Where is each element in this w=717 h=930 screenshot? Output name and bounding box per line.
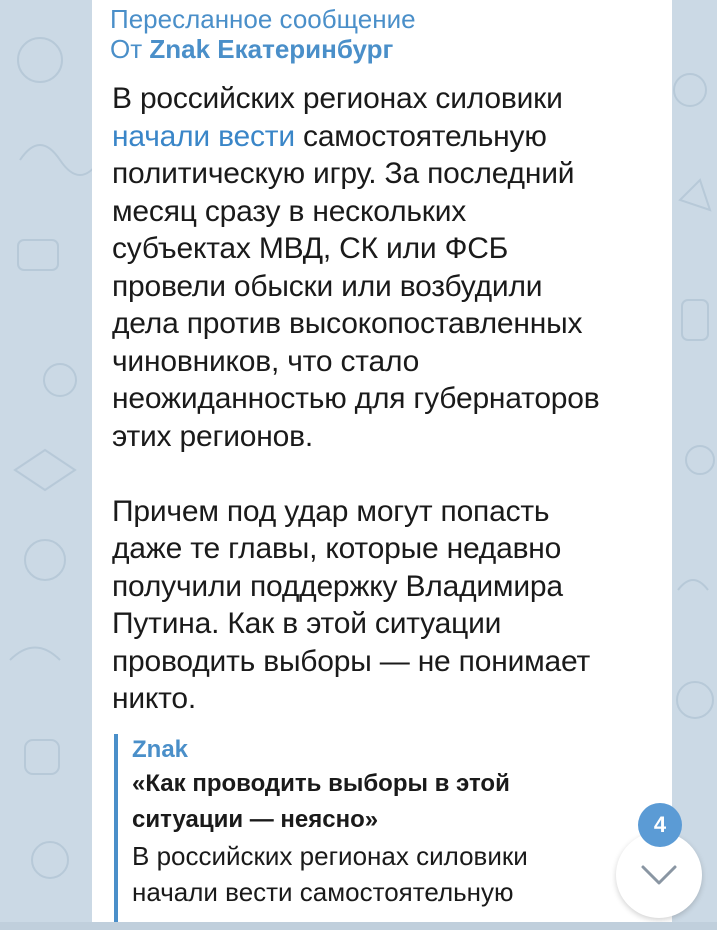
text-line: дела против высокопоставленных <box>112 307 583 340</box>
forward-source-line <box>110 34 416 64</box>
link-preview-desc-line: начали вести самостоятельную <box>132 877 514 907</box>
forward-header <box>110 4 416 64</box>
link-preview-title <box>132 766 594 838</box>
forwarded-label: Пересланное сообщение <box>110 4 416 34</box>
text-line: субъектах МВД, СК или ФСБ <box>112 232 509 265</box>
text-line: В российских регионах силовики <box>112 82 563 115</box>
link-preview-title-line: «Как проводить выборы в этой <box>132 770 510 797</box>
text-line: политическую игру. За последний <box>112 157 575 190</box>
text-line: получили поддержку Владимира <box>112 569 563 603</box>
unread-count-badge: 4 <box>638 803 682 847</box>
text-line: даже те главы, которые недавно <box>112 532 562 565</box>
forward-from-prefix: От <box>110 34 150 64</box>
text-line: проводить выборы — не понимает <box>112 644 591 678</box>
message-text <box>112 80 672 718</box>
text-line: этих регионов. <box>112 419 313 453</box>
bottom-edge <box>0 922 717 930</box>
link-preview-description <box>132 838 594 930</box>
link-preview-desc-line: В российских регионах силовики <box>132 841 528 871</box>
text-line <box>112 118 672 156</box>
forward-source-link[interactable]: Znak Екатеринбург <box>149 34 394 64</box>
text-line: Путина. Как в этой ситуации <box>112 607 502 640</box>
text-line: месяц сразу в нескольких <box>112 194 467 228</box>
text-line: чиновников, что стало <box>112 344 420 378</box>
text-fragment: самостоятельную <box>294 119 547 153</box>
link-preview-title-line: ситуации — неясно» <box>132 806 379 833</box>
message-paragraph <box>112 80 672 455</box>
text-line: никто. <box>112 682 197 715</box>
message-paragraph <box>112 493 672 718</box>
text-line: Причем под удар могут попасть <box>112 494 550 528</box>
link-preview[interactable] <box>114 734 594 930</box>
text-line: неожиданностью для губернаторов <box>112 382 600 415</box>
inline-link[interactable]: начали вести <box>112 119 295 153</box>
chevron-down-icon <box>639 863 679 887</box>
link-preview-site: Znak <box>132 736 189 763</box>
text-line: провели обыски или возбудили <box>112 269 543 303</box>
